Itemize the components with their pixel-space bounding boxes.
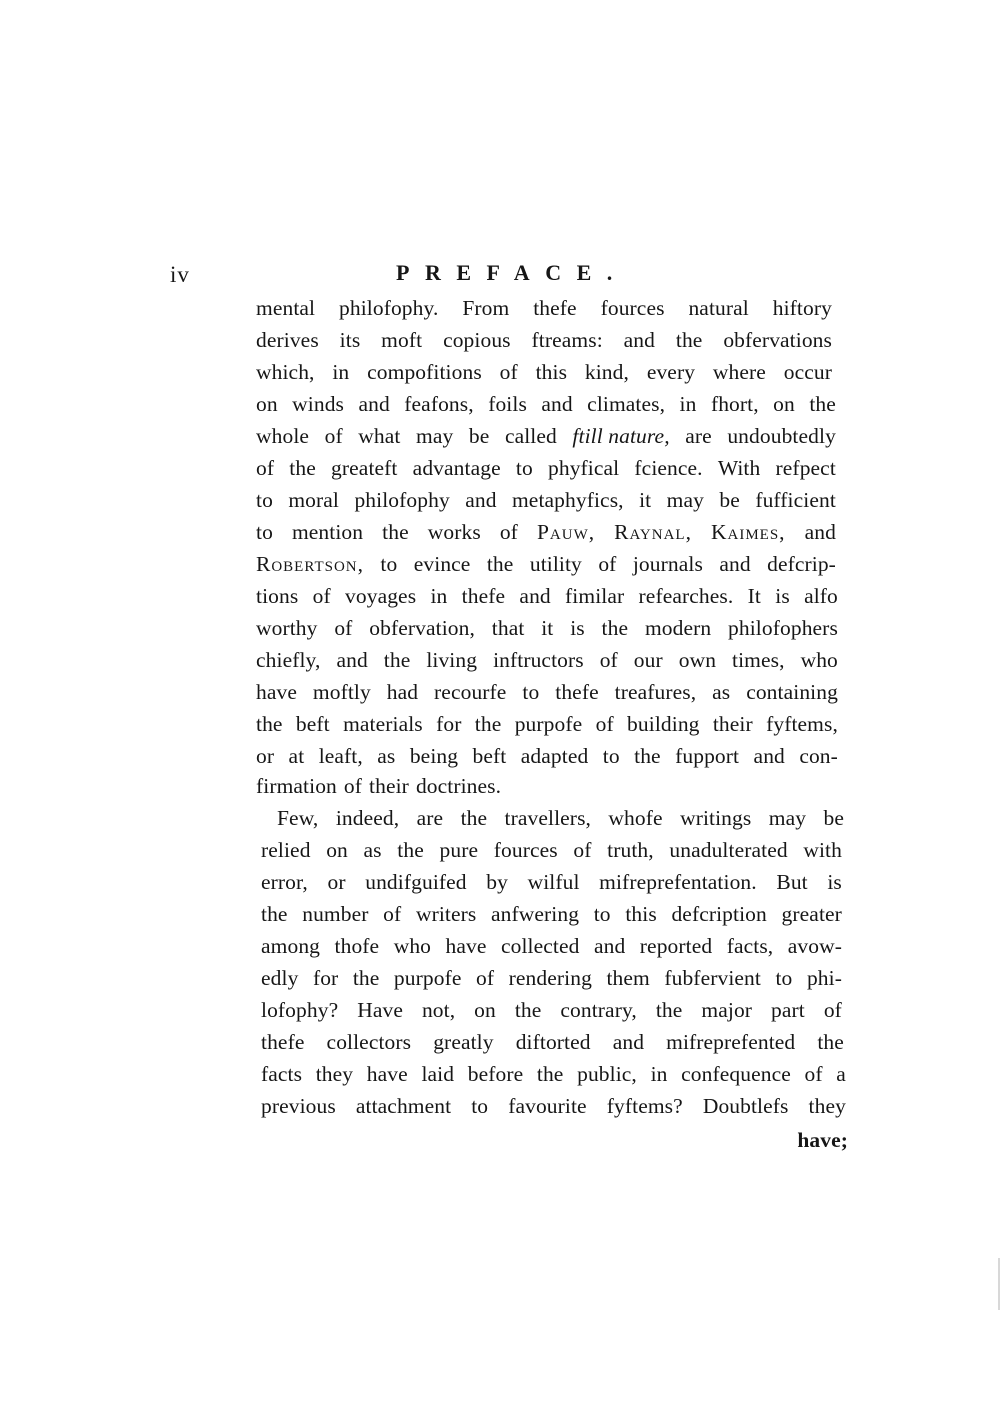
word: be	[468, 424, 490, 448]
word: pure	[439, 838, 479, 862]
word: and	[804, 520, 836, 544]
word: of	[823, 998, 842, 1022]
word: thefe	[461, 584, 506, 608]
word: on	[773, 392, 795, 416]
word: collected	[500, 934, 580, 958]
word: Robertson,	[256, 552, 364, 576]
word: may	[416, 424, 454, 448]
word: mental	[256, 296, 316, 320]
word: Kaimes,	[710, 520, 786, 544]
text-line	[261, 898, 842, 930]
word: writers	[415, 902, 477, 926]
word: works	[427, 520, 481, 544]
word: undoubtedly	[727, 424, 836, 448]
word: is	[775, 584, 790, 608]
word: defcrip-	[767, 552, 836, 576]
word: mifreprefentation.	[599, 870, 757, 894]
word: of	[256, 456, 275, 480]
word: to	[602, 744, 620, 768]
word: that	[491, 616, 525, 640]
word: which,	[256, 360, 315, 384]
word: error,	[261, 870, 308, 894]
word: are	[416, 806, 444, 830]
text-line	[261, 1090, 846, 1122]
word: facts	[261, 1062, 303, 1086]
word: of	[595, 712, 614, 736]
word: But	[776, 870, 808, 894]
word: to	[471, 1094, 489, 1118]
word: confequence	[681, 1062, 791, 1086]
word: and	[593, 934, 626, 958]
text-line	[261, 1026, 844, 1058]
word: alfo	[804, 584, 838, 608]
word: materials	[343, 712, 423, 736]
word: fupport	[675, 744, 740, 768]
word: of	[573, 838, 592, 862]
word: anfwering	[491, 902, 580, 926]
word: the	[514, 998, 542, 1022]
word: tions	[256, 584, 299, 608]
word: and	[358, 392, 390, 416]
word: be	[719, 488, 740, 512]
word: relied	[261, 838, 311, 862]
word: building	[627, 712, 700, 736]
word: moft	[381, 328, 423, 352]
word: philofophers	[728, 616, 838, 640]
word: fources	[600, 296, 665, 320]
word: ftreams:	[531, 328, 603, 352]
catchword	[760, 1124, 848, 1156]
word: phi-	[806, 966, 842, 990]
word: on	[474, 998, 496, 1022]
word: fyftems?	[606, 1094, 683, 1118]
word: is	[570, 616, 585, 640]
word: greater	[781, 902, 842, 926]
word: journals	[632, 552, 703, 576]
word: favourite	[508, 1094, 587, 1118]
word: to	[515, 456, 533, 480]
word: wilful	[527, 870, 580, 894]
word: fyftems,	[766, 712, 838, 736]
word: and	[753, 744, 785, 768]
word: indeed,	[335, 806, 400, 830]
page-number: iv	[170, 262, 190, 287]
word: beft	[295, 712, 330, 736]
text-line	[261, 994, 842, 1026]
word: of	[499, 360, 518, 384]
text-line	[256, 388, 836, 420]
word: own	[678, 648, 717, 672]
text-line	[261, 1058, 846, 1090]
word: defcription	[671, 902, 767, 926]
word: Doubtlefs	[702, 1094, 789, 1118]
word: and	[519, 584, 551, 608]
word: of	[383, 902, 402, 926]
word: whofe	[608, 806, 663, 830]
word: of	[312, 584, 331, 608]
word: times,	[732, 648, 785, 672]
word: the	[474, 712, 502, 736]
word: a	[836, 1062, 846, 1086]
word: philofophy	[354, 488, 450, 512]
word: moral	[288, 488, 340, 512]
word: of	[324, 424, 343, 448]
word: hiftory	[772, 296, 832, 320]
word: being	[409, 744, 459, 768]
word: doctrines.	[415, 774, 502, 798]
word: the	[486, 552, 514, 576]
word: the	[382, 520, 409, 544]
text-line	[256, 420, 836, 452]
word: fimilar	[565, 584, 625, 608]
word: recourfe	[434, 680, 507, 704]
word: had	[386, 680, 419, 704]
word: With	[717, 456, 761, 480]
word: previous	[261, 1094, 336, 1118]
word: fhort,	[710, 392, 759, 416]
word: they	[808, 1094, 846, 1118]
word: of	[804, 1062, 823, 1086]
word: It	[747, 584, 761, 608]
word: diftorted	[515, 1030, 591, 1054]
text-line	[256, 612, 838, 644]
word: and	[719, 552, 751, 576]
word: beft	[472, 744, 507, 768]
word: lofophy?	[261, 998, 339, 1022]
word: purpofe	[514, 712, 583, 736]
word: or	[256, 744, 275, 768]
word: fcience.	[634, 456, 703, 480]
word: refearches.	[638, 584, 734, 608]
word: fufficient	[755, 488, 836, 512]
word: of	[476, 966, 495, 990]
word: to	[256, 520, 273, 544]
word: undifguifed	[365, 870, 467, 894]
word: purpofe	[393, 966, 462, 990]
word: who	[393, 934, 432, 958]
word: adapted	[520, 744, 589, 768]
word: truth,	[607, 838, 654, 862]
running-head: PREFACE.	[396, 260, 628, 285]
word: Have	[357, 998, 403, 1022]
word: on	[256, 392, 278, 416]
word: con-	[799, 744, 838, 768]
word: travellers,	[504, 806, 592, 830]
text-line	[256, 548, 836, 580]
word: have	[445, 934, 487, 958]
word: by	[486, 870, 508, 894]
word: it	[639, 488, 652, 512]
word: their	[712, 712, 753, 736]
word: the	[397, 838, 424, 862]
word: are	[685, 424, 712, 448]
word: have	[256, 680, 297, 704]
word: contrary,	[560, 998, 637, 1022]
word: in	[430, 584, 448, 608]
word: and	[541, 392, 573, 416]
word: be	[823, 806, 844, 830]
word: every	[646, 360, 696, 384]
word: among	[261, 934, 321, 958]
word: edly	[261, 966, 299, 990]
word: moftly	[312, 680, 371, 704]
word: and	[623, 328, 655, 352]
word: the	[536, 1062, 564, 1086]
word: part	[771, 998, 805, 1022]
text-line	[256, 484, 836, 516]
word: modern	[644, 616, 712, 640]
word: thefe	[555, 680, 599, 704]
text-line	[256, 452, 836, 484]
word: in	[679, 392, 697, 416]
word: the	[256, 712, 283, 736]
word: avow-	[787, 934, 842, 958]
word: refpect	[775, 456, 836, 480]
word: feafons,	[404, 392, 474, 416]
word: and	[465, 488, 497, 512]
word: them	[606, 966, 650, 990]
word: thefe	[533, 296, 577, 320]
word: derives	[256, 328, 319, 352]
word: of	[343, 774, 363, 798]
text-line	[256, 356, 832, 388]
word: worthy	[256, 616, 318, 640]
word: may	[666, 488, 704, 512]
text-line	[277, 802, 844, 834]
word: phyfical	[548, 456, 620, 480]
word: to	[593, 902, 611, 926]
word: treafures,	[614, 680, 697, 704]
word: evince	[413, 552, 471, 576]
word: to	[775, 966, 793, 990]
word: to	[256, 488, 273, 512]
word: natural	[688, 296, 749, 320]
word: whole	[256, 424, 310, 448]
word: our	[633, 648, 663, 672]
word: mifreprefented	[666, 1030, 796, 1054]
word: the	[601, 616, 629, 640]
word: the	[675, 328, 703, 352]
text-line	[256, 770, 501, 802]
word: may	[768, 806, 807, 830]
word: mention	[291, 520, 364, 544]
word: reported	[639, 934, 713, 958]
word: fources	[493, 838, 558, 862]
word: have	[366, 1062, 408, 1086]
word: the	[383, 648, 411, 672]
text-line	[261, 930, 842, 962]
word: Raynal,	[614, 520, 692, 544]
word: the	[809, 392, 836, 416]
word: number	[302, 902, 369, 926]
word: ftill nature,	[572, 424, 670, 448]
catchword-text: have;	[797, 1128, 848, 1152]
word: the	[817, 1030, 844, 1054]
word: with	[803, 838, 842, 862]
word: obfervation,	[369, 616, 475, 640]
text-line	[256, 740, 838, 772]
text-line	[256, 644, 838, 676]
word: its	[339, 328, 361, 352]
word: they	[315, 1062, 354, 1086]
text-line	[256, 292, 832, 324]
word: compofitions	[367, 360, 482, 384]
word: rendering	[508, 966, 592, 990]
word: occur	[783, 360, 832, 384]
word: Few,	[277, 806, 319, 830]
word: or	[327, 870, 346, 894]
word: voyages	[345, 584, 417, 608]
word: of	[499, 520, 518, 544]
word: in	[332, 360, 350, 384]
word: of	[598, 552, 617, 576]
word: firmation	[256, 774, 337, 798]
word: foils	[488, 392, 527, 416]
word: writings	[680, 806, 752, 830]
word: called	[504, 424, 557, 448]
word: not,	[421, 998, 456, 1022]
text-line	[256, 516, 836, 548]
word: and	[612, 1030, 645, 1054]
word: this	[625, 902, 657, 926]
text-line	[256, 708, 838, 740]
word: metaphyfics,	[511, 488, 624, 512]
word: of	[599, 648, 618, 672]
word: as	[377, 744, 396, 768]
word: Pauw,	[536, 520, 596, 544]
word: inftructors	[493, 648, 584, 672]
text-line	[256, 324, 832, 356]
word: philofophy.	[339, 296, 439, 320]
word: unadulterated	[669, 838, 788, 862]
word: living	[426, 648, 478, 672]
word: From	[462, 296, 510, 320]
word: public,	[577, 1062, 637, 1086]
word: what	[358, 424, 401, 448]
text-line	[261, 962, 842, 994]
word: as	[712, 680, 731, 704]
word: the	[460, 806, 488, 830]
word: chiefly,	[256, 648, 321, 672]
word: is	[827, 870, 842, 894]
word: utility	[529, 552, 582, 576]
word: laid	[421, 1062, 455, 1086]
word: as	[363, 838, 382, 862]
word: to	[380, 552, 398, 576]
word: of	[334, 616, 353, 640]
word: kind,	[584, 360, 629, 384]
word: leaft,	[318, 744, 363, 768]
word: fubfervient	[664, 966, 761, 990]
word: greateft	[331, 456, 398, 480]
text-line	[261, 834, 842, 866]
word: and	[336, 648, 368, 672]
text-line	[261, 866, 842, 898]
word: copious	[443, 328, 511, 352]
word: it	[541, 616, 554, 640]
word: advantage	[412, 456, 501, 480]
word: at	[288, 744, 305, 768]
word: in	[650, 1062, 668, 1086]
word: thofe	[334, 934, 380, 958]
word: the	[289, 456, 316, 480]
word: facts,	[726, 934, 774, 958]
word: greatly	[433, 1030, 494, 1054]
word: containing	[746, 680, 838, 704]
word: attachment	[355, 1094, 452, 1118]
word: obfervations	[723, 328, 832, 352]
word: the	[655, 998, 683, 1022]
word: this	[535, 360, 568, 384]
text-line	[256, 580, 838, 612]
word: for	[436, 712, 462, 736]
word: the	[634, 744, 661, 768]
text-line	[256, 676, 838, 708]
word: the	[352, 966, 380, 990]
word: for	[312, 966, 339, 990]
word: climates,	[587, 392, 666, 416]
word: where	[712, 360, 766, 384]
word: major	[701, 998, 753, 1022]
word: the	[261, 902, 288, 926]
word: winds	[292, 392, 345, 416]
word: on	[326, 838, 348, 862]
word: their	[369, 774, 409, 798]
word: thefe	[261, 1030, 305, 1054]
word: who	[800, 648, 838, 672]
word: collectors	[326, 1030, 412, 1054]
word: before	[467, 1062, 524, 1086]
word: to	[522, 680, 540, 704]
